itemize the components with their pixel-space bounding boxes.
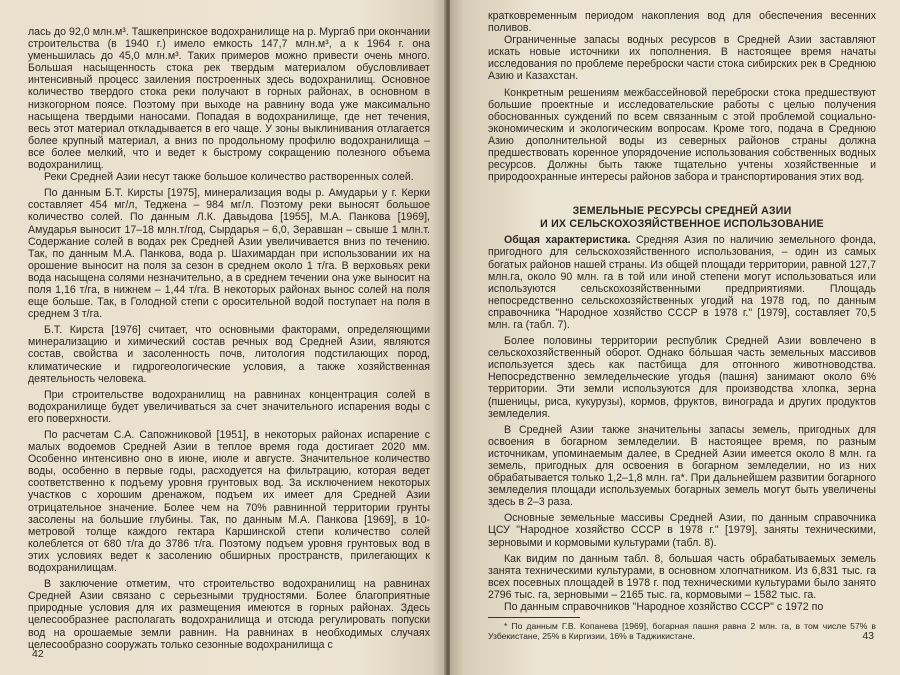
right-paragraph-2: Ограниченные запасы водных ресурсов в Средней Азии заставляют искать новые источники их пополнения. В настоящее время начаты исследования по проблеме переброски части стока сибирских рек в Среднюю Азию и Казахстан. — [488, 34, 876, 83]
right-paragraph-9: По данным справочников "Народное хозяйство СССР" с 1972 по — [504, 601, 824, 614]
right-page — [450, 0, 900, 675]
right-paragraph-7: Основные земельные массивы Средней Азии, по данным справочника ЦСУ "Народное хозяйство СССР в 1978 г." [1979], заняты техническими, зерновыми и кормовыми культурами (табл. 8). — [488, 512, 876, 549]
section-heading-line-1: ЗЕМЕЛЬНЫЕ РЕСУРСЫ СРЕДНЕЙ АЗИИ — [572, 205, 792, 218]
right-paragraph-5: Более половины территории республик Средней Азии вовлечено в сельскохозяйственный оборот. Однако бо́льшая часть земельных массивов используется здесь как пастбища для отгонного животноводства. Непосредственно земледельческие угодья (пашня) занимают около 6% территории. Эти земли используются для производства хлопка, зерна (пшеницы, риса, кукурузы), кормов, фруктов, винограда и других продуктов земледелия. — [488, 335, 876, 420]
lead-paragraph — [488, 234, 876, 331]
right-paragraph-3: Конкретным решениям межбассейновой переброски стока предшествуют большие проектные и исследовательские работы с целью получения обоснованных суждений по всем связанным с этой проблемой социально-экономическим и экологическим вопросам. Кроме того, подача в Среднюю Азию дополнительной воды из северных районов страны должна предшествовать коренное упорядочение использования собственных водных ресурсов. Должны быть также тщательно учтены хозяйственные и природоохранные интересы районов забора и транспортирования этих вод. — [488, 86, 876, 184]
lead-bold-label: Общая характеристика. — [504, 234, 631, 247]
left-paragraph-5: При строительстве водохранилищ на равнинах концентрация солей в водохранилище будет увеличиваться за счет значительного испарения воды с его поверхности. — [28, 388, 430, 425]
left-page-number: 42 — [32, 648, 44, 660]
right-paragraph-8: Как видим по данным табл. 8, большая часть обрабатываемых земель занята техническими культурами, в основном хлопчатником. Из 6,831 тыс. га всех посевных площадей в 1978 г. под техническими культурами было занято 2796 тыс. га, зерновыми – 2165 тыс. га, кормовыми – 1582 тыс. га. — [488, 552, 876, 601]
left-paragraph-7: В заключение отметим, что строительство водохранилищ на равнинах Средней Азии связано с серьезными трудностями. Более благоприятные природные условия для их размещения имеются в горных районах. Здесь целесообразнее располагать водохранилища и отсюда регулировать попуски вод на орошаемые земли равнин. На равнинах в необходимых случаях целесообразно сооружать только сезонные водохранилища с — [28, 578, 430, 651]
right-page-number: 43 — [862, 630, 874, 642]
left-paragraph-3: По данным Б.Т. Кирсты [1975], минерализация воды р. Амударьи у г. Керки составляет 454 мг/л, Теджена – 984 мг/л. Поэтому реки выносят большое количество солей. По данным Л.К. Давыдова [1955], М.А. Панкова [1969], Амударья выносит 17–18 млн.т/год, Сырдарья – 6,0, Зеравшан – свыше 1 млн.т. Содержание солей в водах рек Средней Азии увеличивается вниз по течению. Так, по данным М.А. Панкова, вода р. Шахимардан при использовании их на орошение выносит на поля за сезон в среднем около 1 т/га. В верховьях реки вода насыщена солями незначительно, а в среднем течении она уже выносит на поля 1,16 т/га, в нижнем – 1,44 т/га. В некоторых районах вынос солей на поля еще больше. Так, в Голодной степи с оросительной водой поступает на поля в среднем 3 т/га. — [28, 187, 430, 321]
footnote-rule — [488, 617, 580, 618]
footnote: * По данным Г.В. Копанева [1969], богарная пашня равна 2 млн. га, в том числе 57% в Узбекистане, 25% в Киргизии, 16% в Таджикистане. — [488, 621, 876, 642]
right-paragraph-1: кратковременным периодом накопления вод для обеспечения весенних поливов. — [488, 10, 876, 35]
left-paragraph-4: Б.Т. Кирста [1976] считает, что основными факторами, определяющими минерализацию и химический состав речных вод Средней Азии, являются состав, свойства и засоленность почв, литология подстилающих пород, климатические и гидрогеологические условия, а также хозяйственная деятельность человека. — [28, 324, 430, 385]
left-page — [0, 0, 446, 675]
lead-text: Средняя Азия по наличию земельного фонда, пригодного для сельскохозяйственного использования, – один из самых богатых районов нашей страны. Из общей площади территории, равной 127,7 млн.га, около 90 млн. га в той или иной степени могут использоваться или используются сельскохозяйственными предприятиями. Площадь непосредственно сельскохозяйственных угодий на 1978 год, по данным справочника "Народное хозяйство СССР в 1978 г." [1979], составляет 70,5 млн. га (табл. 7). — [488, 234, 876, 331]
section-heading-line-2: И ИХ СЕЛЬСКОХОЗЯЙСТВЕННОЕ ИСПОЛЬЗОВАНИЕ — [540, 217, 824, 230]
right-paragraph-6: В Средней Азии также значительны запасы земель, пригодных для освоения в богарном земледелии. В настоящее время, по разным источникам, упоминаемым далее, в Средней Азии имеется около 8 млн. га земель, пригодных для освоения в богарном земледелии, но из них обрабатывается только 1,2–1,8 млн. га*. При дальнейшем развитии богарного земледелия площади используемых богарных земель могут быть увеличены здесь в 2–3 раза. — [488, 423, 876, 509]
left-paragraph-2: Реки Средней Азии несут также большое количество растворенных солей. — [44, 171, 414, 184]
left-paragraph-6: По расчетам С.А. Сапожниковой [1951], в некоторых районах испарение с малых водоемов Средней Азии в теплое время года достигает 2020 мм. Особенно интенсивно оно в июне, июле и августе. Значительное количество воды, особенно в первые годы, расходуется на фильтрацию, которая ведет соответственно к подъему уровня грунтовых вод. За исключением некоторых участков с хорошим дренажом, подъем их имеет для Средней Азии отрицательное значение. Более чем на 70% равнинной территории грунты засолены на большие глубины. Так, по данным М.А. Панкова [1969], в 10-метровой толще каждого гектара Каршинской степи количество солей колеблется от 680 т/га до 3786 т/га. Поэтому подъем уровня грунтовых вод в этих условиях ведет к засолению обширных пространств, прилегающих к водохранилищам. — [28, 429, 430, 575]
left-paragraph-1: лась до 92,0 млн.м³. Ташкепринское водохранилище на р. Мургаб при окончании строительства (в 1940 г.) имело емкость 147,7 млн.м³, а к 1964 г. она уменьшилась до 45,0 млн.м³. Таких примеров можно привести очень много. Большая насыщенность стока рек твердым материалом обусловливает интенсивный процесс заиления построенных здесь водохранилищ. Основное количество твердого стока реки получают в горных районах, в основном в низкогорном поясе. Поэтому при выходе на равнину вода уже максимально насыщена твердыми наносами. Попадая в водохранилище, где нет течения, весь этот материал откладывается в его чаще. У зоны выклинивания отлагается более крупный материал, а вниз по продольному профилю водохранилища – все более мелкий, что и ведет к быстрому сокращению полезного объема водохранилищ. — [28, 26, 430, 172]
